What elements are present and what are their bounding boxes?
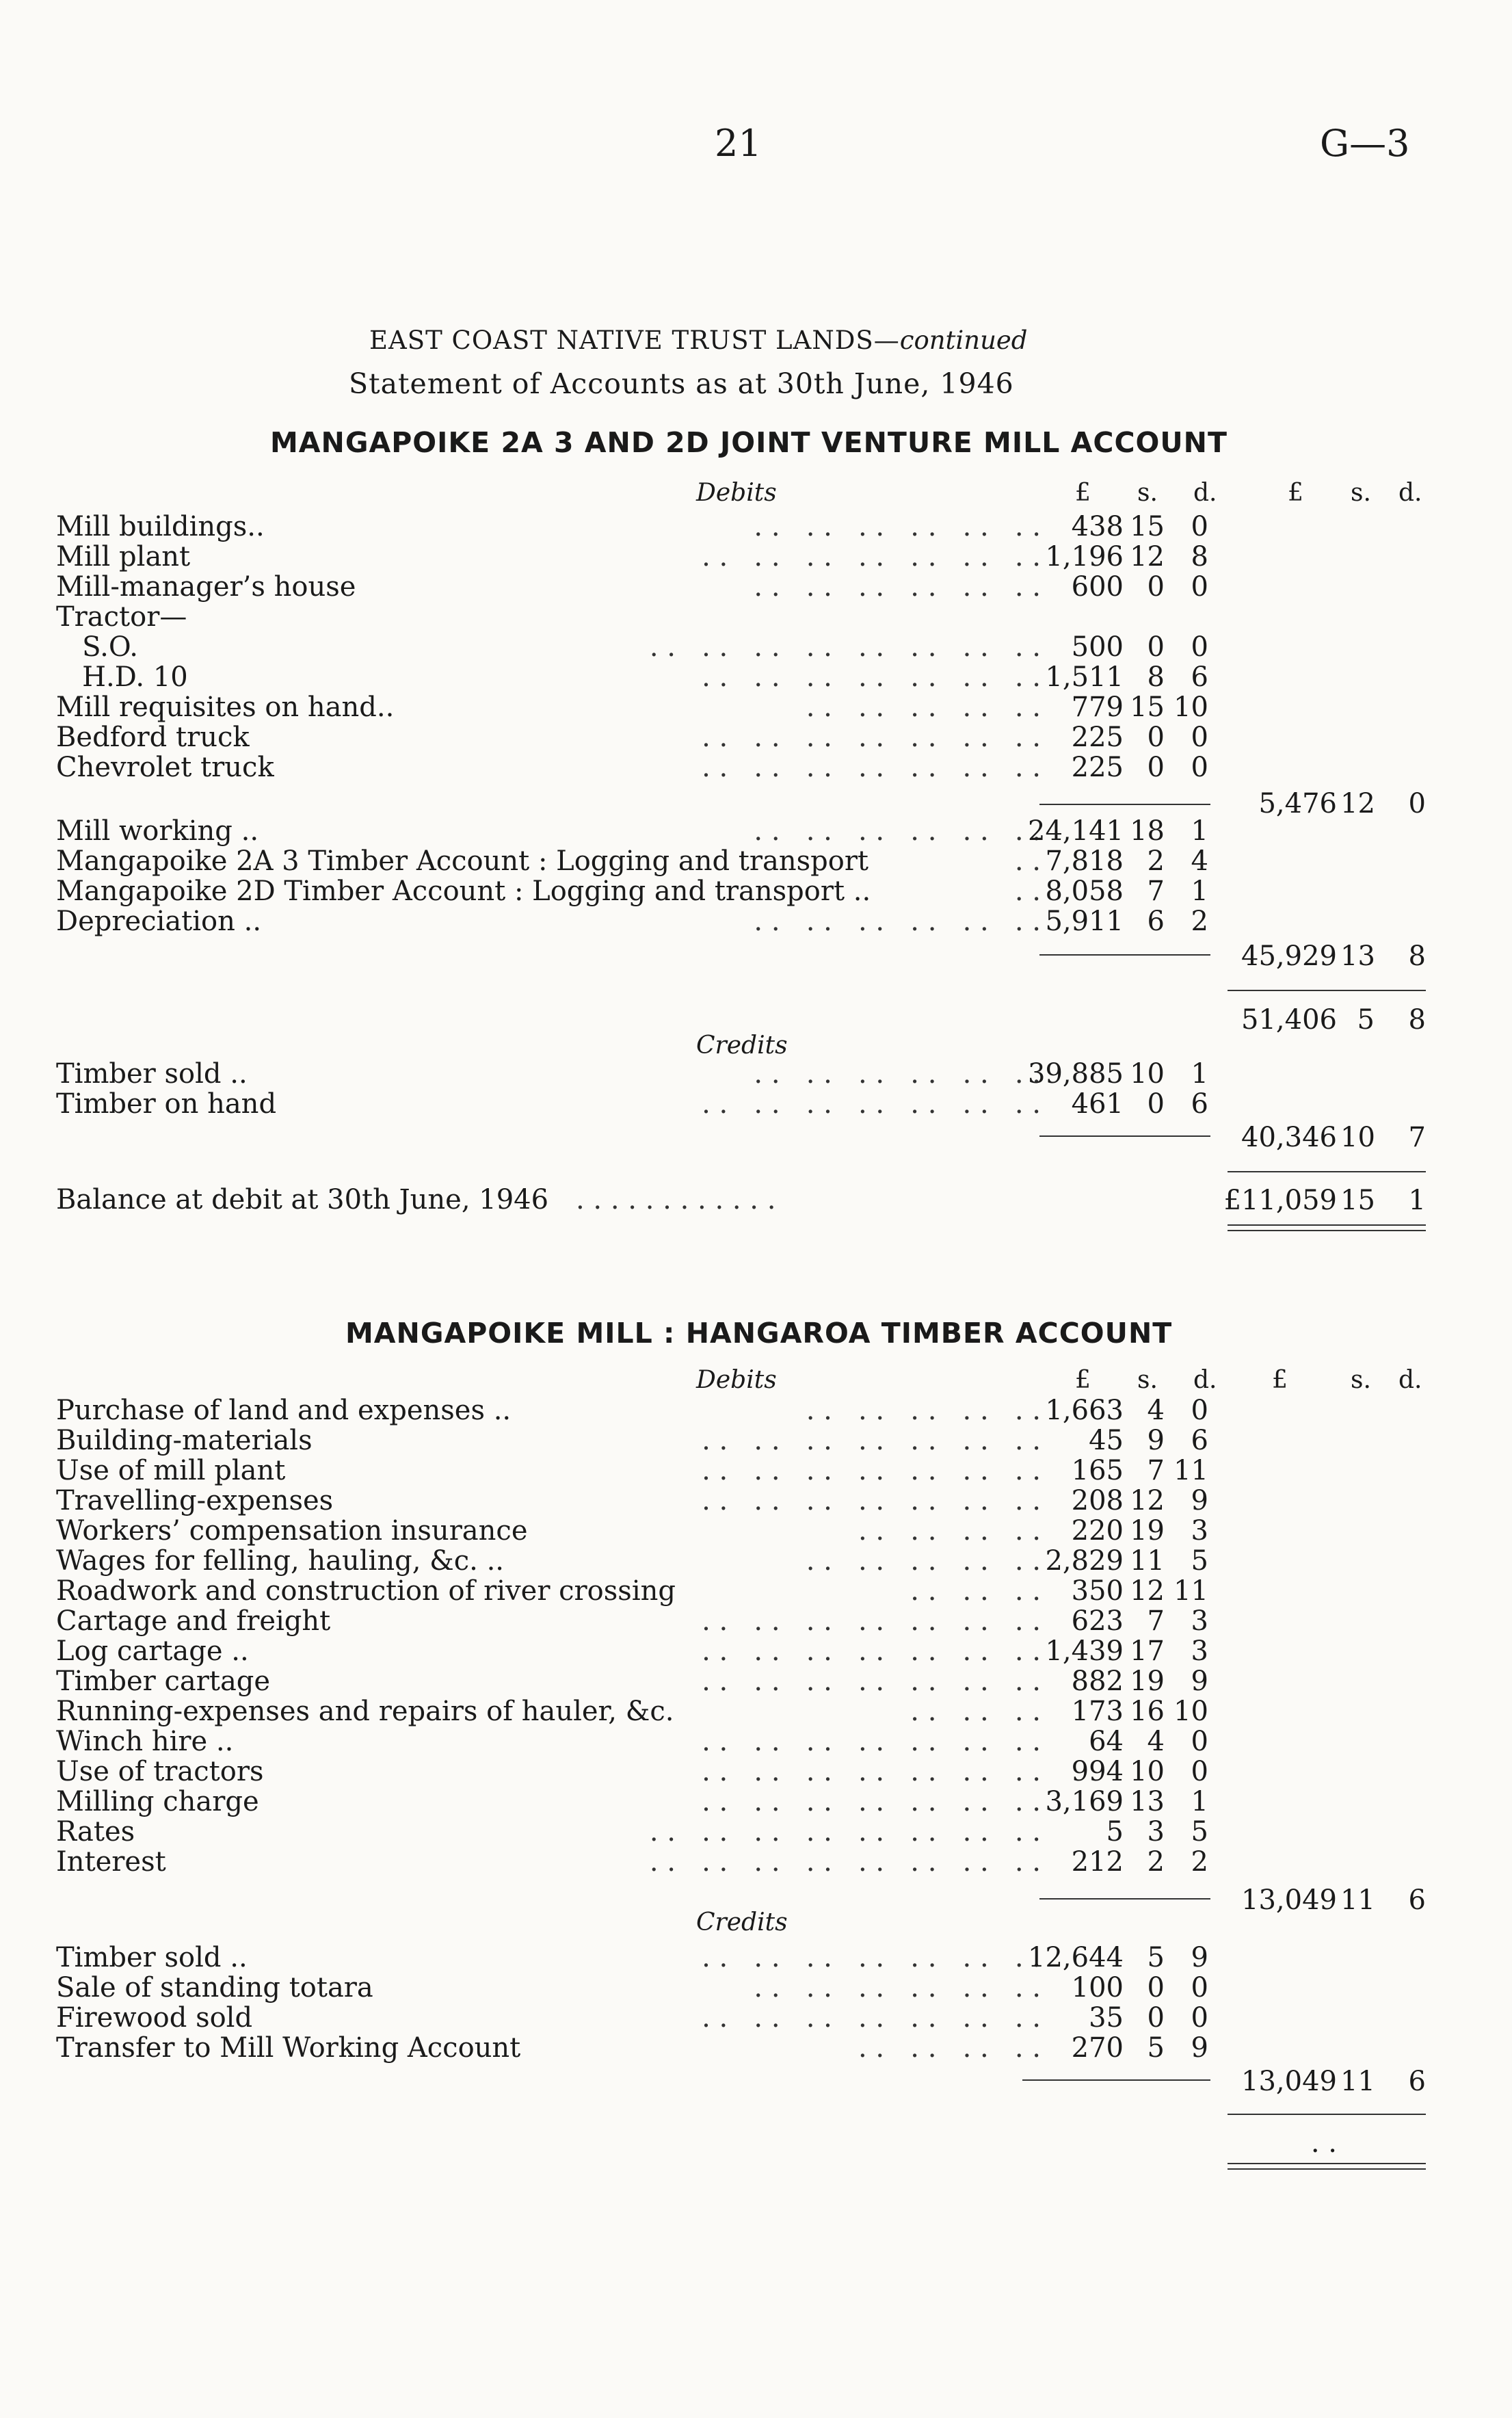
account1-balance-rule-a bbox=[1228, 1224, 1426, 1226]
account1-subtotal1-pounds: 5,476 bbox=[1258, 788, 1337, 819]
account2-shilling-heading-2: s. bbox=[1351, 1366, 1371, 1394]
ledger-row-label: Rates bbox=[56, 1816, 135, 1848]
ledger-row-leader: . . . . . . . . . . bbox=[806, 1395, 1041, 1426]
ledger-row-leader: . . . . . . . . . . . . . . bbox=[702, 1485, 1041, 1516]
ledger-row-label: Mill-manager’s house bbox=[56, 571, 356, 603]
ledger-row-shillings: 5 bbox=[1147, 2032, 1165, 2064]
ledger-row-pounds: 350 bbox=[1071, 1575, 1124, 1607]
account2-total-credits-pence: 6 bbox=[1408, 2066, 1426, 2097]
ledger-row-pence: 2 bbox=[1191, 1846, 1208, 1878]
ledger-row-label: Building-materials bbox=[56, 1425, 313, 1456]
account2-pound-heading: £ bbox=[1075, 1366, 1091, 1394]
account1-total-debits-shillings: 5 bbox=[1357, 1004, 1375, 1036]
ledger-row-leader: . . bbox=[1014, 845, 1041, 877]
ledger-row-pounds: 5,911 bbox=[1045, 906, 1124, 937]
ledger-row-label: Timber cartage bbox=[56, 1666, 271, 1697]
account1-balance-pence: 1 bbox=[1408, 1185, 1426, 1216]
account1-shilling-heading: s. bbox=[1137, 479, 1158, 507]
ledger-row-shillings: 17 bbox=[1130, 1635, 1165, 1667]
ledger-row-leader: . . . . . . . . . . bbox=[806, 1545, 1041, 1577]
ledger-row-label: Chevrolet truck bbox=[56, 752, 274, 783]
ledger-row-pence: 0 bbox=[1191, 1726, 1208, 1757]
ledger-row-leader: . . . . . . bbox=[910, 1696, 1041, 1727]
ledger-row-leader: . . . . . . . . . . . . bbox=[754, 1058, 1041, 1090]
ledger-row-leader: . . . . . . . . . . . . . . bbox=[702, 1756, 1041, 1787]
ledger-row-label: Use of mill plant bbox=[56, 1455, 286, 1486]
ledger-row-pence: 1 bbox=[1191, 1786, 1208, 1817]
account1-subtotal1-rule bbox=[1039, 804, 1210, 805]
ledger-row-pence: 4 bbox=[1191, 845, 1208, 877]
ledger-row-shillings: 2 bbox=[1147, 845, 1165, 877]
ledger-row-shillings: 8 bbox=[1147, 661, 1165, 693]
ledger-row-shillings: 4 bbox=[1147, 1395, 1165, 1426]
ledger-row-pounds: 600 bbox=[1071, 571, 1124, 603]
ledger-row-label: Purchase of land and expenses .. bbox=[56, 1395, 512, 1426]
ledger-row-pence: 0 bbox=[1191, 722, 1208, 753]
ledger-row-label: Firewood sold bbox=[56, 2002, 253, 2034]
account1-credits-rule bbox=[1039, 1135, 1210, 1137]
ledger-row-leader: . . . . . . . . bbox=[858, 2032, 1041, 2064]
ledger-row-pence: 8 bbox=[1191, 541, 1208, 573]
ledger-row-shillings: 0 bbox=[1147, 752, 1165, 783]
ledger-row-pence: 0 bbox=[1191, 571, 1208, 603]
account1-title: MANGAPOIKE 2A 3 AND 2D JOINT VENTURE MILL ACCOUNT bbox=[270, 426, 1228, 459]
ledger-row-pence: 9 bbox=[1191, 1485, 1208, 1516]
ledger-row-shillings: 19 bbox=[1130, 1666, 1165, 1697]
ledger-row-leader: . . . . . . . . . . . . . . bbox=[702, 1455, 1041, 1486]
ledger-row-shillings: 3 bbox=[1147, 1816, 1165, 1848]
ledger-row-pounds: 225 bbox=[1071, 752, 1124, 783]
ledger-row-pounds: 212 bbox=[1071, 1846, 1124, 1878]
ledger-row-shillings: 11 bbox=[1130, 1545, 1165, 1577]
ledger-row-shillings: 4 bbox=[1147, 1726, 1165, 1757]
account2-credits-heading: Credits bbox=[696, 1908, 788, 1936]
series-heading-text: EAST COAST NATIVE TRUST LANDS— bbox=[369, 326, 900, 355]
ledger-row-shillings: 10 bbox=[1130, 1058, 1165, 1090]
account2-balance-rule-a bbox=[1228, 2163, 1426, 2164]
ledger-row-pence: 0 bbox=[1191, 511, 1208, 542]
account2-shilling-heading: s. bbox=[1137, 1366, 1158, 1394]
account2-balance-rule-b bbox=[1228, 2168, 1426, 2170]
ledger-row-leader: . . . . . . . . . . . . . . bbox=[702, 752, 1041, 783]
ledger-row-leader: . . . . . . . . bbox=[858, 1515, 1041, 1547]
ledger-row-label: Winch hire .. bbox=[56, 1726, 234, 1757]
ledger-row-label: H.D. 10 bbox=[56, 661, 188, 693]
account2-total-debits-shillings: 11 bbox=[1340, 1884, 1375, 1916]
account2-pence-heading-2: d. bbox=[1398, 1366, 1422, 1394]
report-code: G—3 bbox=[1320, 122, 1410, 165]
ledger-row-leader: . . . . . . . . . . . . . . . . bbox=[649, 1846, 1041, 1878]
account1-total-debits-pounds: 51,406 bbox=[1241, 1004, 1337, 1036]
account1-subtotal1-shillings: 12 bbox=[1340, 788, 1375, 819]
ledger-row-pence: 6 bbox=[1191, 1425, 1208, 1456]
page-number: 21 bbox=[715, 122, 762, 165]
ledger-row-pence: 3 bbox=[1191, 1515, 1208, 1547]
account2-balance-value: . . bbox=[1310, 2127, 1337, 2159]
ledger-row bbox=[56, 602, 1219, 632]
account2-total-debits-pounds: 13,049 bbox=[1241, 1884, 1337, 1916]
ledger-row-shillings: 0 bbox=[1147, 1088, 1165, 1120]
ledger-row-pounds: 39,885 bbox=[1028, 1058, 1124, 1090]
ledger-row-shillings: 0 bbox=[1147, 722, 1165, 753]
ledger-row-pounds: 225 bbox=[1071, 722, 1124, 753]
ledger-row-pounds: 779 bbox=[1071, 692, 1124, 723]
ledger-row-label: Use of tractors bbox=[56, 1756, 264, 1787]
ledger-row-label: Log cartage .. bbox=[56, 1635, 249, 1667]
ledger-row-shillings: 12 bbox=[1130, 1575, 1165, 1607]
ledger-row-label: Mangapoike 2A 3 Timber Account : Logging and transport bbox=[56, 845, 869, 877]
ledger-row-pence: 0 bbox=[1191, 631, 1208, 663]
ledger-row-shillings: 7 bbox=[1147, 876, 1165, 907]
ledger-row-pence: 0 bbox=[1191, 752, 1208, 783]
ledger-row-pounds: 270 bbox=[1071, 2032, 1124, 2064]
ledger-row-pounds: 1,663 bbox=[1045, 1395, 1124, 1426]
ledger-row-leader: . . . . . . . . . . . . . . . . bbox=[649, 1816, 1041, 1848]
ledger-row-leader: . . . . . . . . . . . . . . bbox=[702, 1726, 1041, 1757]
account1-credits-heading: Credits bbox=[696, 1031, 788, 1060]
ledger-row-label: Milling charge bbox=[56, 1786, 259, 1817]
ledger-row-leader: . . . . . . . . . . . . . . bbox=[702, 661, 1041, 693]
ledger-row-shillings: 19 bbox=[1130, 1515, 1165, 1547]
ledger-row-pounds: 2,829 bbox=[1045, 1545, 1124, 1577]
account1-shilling-heading-2: s. bbox=[1351, 479, 1371, 507]
ledger-row-pence: 5 bbox=[1191, 1816, 1208, 1848]
ledger-row-leader: . . . . . . . . . . . . bbox=[754, 906, 1041, 937]
ledger-row-pounds: 220 bbox=[1071, 1515, 1124, 1547]
ledger-row-pounds: 100 bbox=[1071, 1972, 1124, 2003]
account2-total-credits-shillings: 11 bbox=[1340, 2066, 1375, 2097]
account1-pound-heading: £ bbox=[1075, 479, 1091, 507]
ledger-row-leader: . . . . . . . . . . . . bbox=[754, 815, 1041, 847]
ledger-row-label: Roadwork and construction of river crossing bbox=[56, 1575, 676, 1607]
ledger-row-label: Bedford truck bbox=[56, 722, 250, 753]
ledger-row-pounds: 35 bbox=[1089, 2002, 1124, 2034]
account1-total-rule bbox=[1228, 990, 1426, 991]
ledger-row-shillings: 9 bbox=[1147, 1425, 1165, 1456]
account1-balance-rule-b bbox=[1228, 1230, 1426, 1231]
ledger-row-label: Timber on hand bbox=[56, 1088, 277, 1120]
ledger-row-shillings: 10 bbox=[1130, 1756, 1165, 1787]
ledger-row-shillings: 2 bbox=[1147, 1846, 1165, 1878]
ledger-row-label: Transfer to Mill Working Account bbox=[56, 2032, 521, 2064]
ledger-row-label: Depreciation .. bbox=[56, 906, 262, 937]
ledger-row-shillings: 0 bbox=[1147, 1972, 1165, 2003]
account1-subtotal2-pence: 8 bbox=[1408, 941, 1426, 972]
ledger-row-shillings: 15 bbox=[1130, 692, 1165, 723]
ledger-row-leader: . . . . . . . . . . . . bbox=[754, 1972, 1041, 2003]
series-heading-continued: continued bbox=[899, 326, 1028, 355]
ledger-row-label: Mill plant bbox=[56, 541, 191, 573]
account2-total-debits-pence: 6 bbox=[1408, 1884, 1426, 1916]
account1-debits-heading: Debits bbox=[696, 479, 777, 507]
account1-balance-pounds: £11,059 bbox=[1223, 1185, 1337, 1216]
ledger-row-label: S.O. bbox=[56, 631, 138, 663]
ledger-row-pounds: 994 bbox=[1071, 1756, 1124, 1787]
ledger-row-pounds: 1,439 bbox=[1045, 1635, 1124, 1667]
ledger-row-label: Mill requisites on hand.. bbox=[56, 692, 395, 723]
ledger-row-label: Mill buildings.. bbox=[56, 511, 265, 542]
ledger-row-pence: 6 bbox=[1191, 1088, 1208, 1120]
ledger-row-label: Sale of standing totara bbox=[56, 1972, 373, 2003]
ledger-row-pounds: 64 bbox=[1089, 1726, 1124, 1757]
ledger-row-pence: 9 bbox=[1191, 1666, 1208, 1697]
ledger-row-leader: . . . . . . . . . . . . bbox=[754, 511, 1041, 542]
ledger-row-pounds: 438 bbox=[1071, 511, 1124, 542]
ledger-row-pence: 10 bbox=[1173, 1696, 1208, 1727]
ledger-row-shillings: 15 bbox=[1130, 511, 1165, 542]
ledger-row-shillings: 7 bbox=[1147, 1455, 1165, 1486]
ledger-row-label: Workers’ compensation insurance bbox=[56, 1515, 528, 1547]
ledger-row-pence: 3 bbox=[1191, 1605, 1208, 1637]
ledger-row-pence: 10 bbox=[1173, 692, 1208, 723]
ledger-row-pounds: 3,169 bbox=[1045, 1786, 1124, 1817]
ledger-row-pounds: 165 bbox=[1071, 1455, 1124, 1486]
ledger-row-pence: 0 bbox=[1191, 1756, 1208, 1787]
ledger-row-label: Mangapoike 2D Timber Account : Logging and transport .. bbox=[56, 876, 871, 907]
ledger-row-label: Tractor— bbox=[56, 601, 187, 633]
ledger-row-pounds: 461 bbox=[1071, 1088, 1124, 1120]
ledger-row-leader: . . . . . . . . . . . . . . bbox=[702, 541, 1041, 573]
ledger-row-label: Interest bbox=[56, 1846, 166, 1878]
series-heading bbox=[369, 326, 1028, 355]
ledger-row-label: Cartage and freight bbox=[56, 1605, 331, 1637]
account1-pence-heading-2: d. bbox=[1398, 479, 1422, 507]
ledger-row-pence: 2 bbox=[1191, 906, 1208, 937]
ledger-row-shillings: 0 bbox=[1147, 631, 1165, 663]
account1-total-debits-pence: 8 bbox=[1408, 1004, 1426, 1036]
ledger-row-pence: 1 bbox=[1191, 815, 1208, 847]
ledger-row-label: Running-expenses and repairs of hauler, &c. bbox=[56, 1696, 674, 1727]
ledger-row-label: Mill working .. bbox=[56, 815, 259, 847]
ledger-row-shillings: 0 bbox=[1147, 571, 1165, 603]
account1-subtotal2-pounds: 45,929 bbox=[1241, 941, 1337, 972]
account2-credits-rule bbox=[1022, 2079, 1210, 2081]
account1-balance-label: Balance at debit at 30th June, 1946 bbox=[56, 1184, 549, 1215]
ledger-row-pounds: 208 bbox=[1071, 1485, 1124, 1516]
ledger-row-pounds: 1,196 bbox=[1045, 541, 1124, 573]
ledger-row-shillings: 13 bbox=[1130, 1786, 1165, 1817]
ledger-row-leader: . . . . . . . . . . . . . . bbox=[702, 2002, 1041, 2034]
ledger-row-pence: 0 bbox=[1191, 1972, 1208, 2003]
ledger-row-label: Travelling-expenses bbox=[56, 1485, 334, 1516]
account1-balance-shillings: 15 bbox=[1340, 1185, 1375, 1216]
ledger-row-pence: 1 bbox=[1191, 876, 1208, 907]
account1-total-credits-pence: 7 bbox=[1408, 1122, 1426, 1153]
ledger-row-label: Timber sold .. bbox=[56, 1058, 248, 1090]
account1-total-credits-shillings: 10 bbox=[1340, 1122, 1375, 1153]
account2-balance-rule-top bbox=[1228, 2114, 1426, 2115]
account2-total-credits-pounds: 13,049 bbox=[1241, 2066, 1337, 2097]
account1-subtotal2-shillings: 13 bbox=[1340, 941, 1375, 972]
ledger-row-pence: 11 bbox=[1173, 1455, 1208, 1486]
ledger-row-leader: . . . . . . . . . . . . . . bbox=[702, 1088, 1041, 1120]
ledger-row-pounds: 8,058 bbox=[1045, 876, 1124, 907]
account1-pence-heading: d. bbox=[1193, 479, 1217, 507]
ledger-row-leader: . . . . . . . . . . . . . . bbox=[702, 1666, 1041, 1697]
ledger-row-pence: 9 bbox=[1191, 1942, 1208, 1973]
account2-pence-heading: d. bbox=[1193, 1366, 1217, 1394]
ledger-row-leader: . . . . . . . . . . . . . . bbox=[702, 1786, 1041, 1817]
ledger-row-pounds: 623 bbox=[1071, 1605, 1124, 1637]
ledger-row-pounds: 173 bbox=[1071, 1696, 1124, 1727]
ledger-row-pounds: 5 bbox=[1106, 1816, 1124, 1848]
ledger-row-shillings: 12 bbox=[1130, 541, 1165, 573]
ledger-row-leader: . . . . . . . . . . . . . . bbox=[702, 1635, 1041, 1667]
account2-pound-heading-2: £ bbox=[1272, 1366, 1288, 1394]
ledger-row-leader: . . . . . . . . . . . . bbox=[754, 571, 1041, 603]
account1-subtotal1-pence: 0 bbox=[1408, 788, 1426, 819]
ledger-row-leader: . . . . . . . . . . . . . . bbox=[702, 1605, 1041, 1637]
account1-balance-rule-top bbox=[1228, 1171, 1426, 1172]
ledger-row-shillings: 7 bbox=[1147, 1605, 1165, 1637]
ledger-row-leader: . . . . . . bbox=[910, 1575, 1041, 1607]
ledger-row-shillings: 6 bbox=[1147, 906, 1165, 937]
ledger-row-shillings: 18 bbox=[1130, 815, 1165, 847]
ledger-row-leader: . . . . . . . . . . . . . . bbox=[702, 1942, 1041, 1973]
account1-pound-heading-2: £ bbox=[1288, 479, 1303, 507]
account1-total-credits-pounds: 40,346 bbox=[1241, 1122, 1337, 1153]
ledger-row-pence: 5 bbox=[1191, 1545, 1208, 1577]
ledger-row-pounds: 12,644 bbox=[1028, 1942, 1124, 1973]
account1-subtotal2-rule bbox=[1039, 954, 1210, 956]
ledger-row-leader: . . . . . . . . . . . . . . bbox=[702, 722, 1041, 753]
ledger-row-pounds: 7,818 bbox=[1045, 845, 1124, 877]
ledger-row-pence: 9 bbox=[1191, 2032, 1208, 2064]
ledger-row-leader: . . . . . . . . . . . . . . bbox=[702, 1425, 1041, 1456]
account1-balance-leader: . . . . . . . . . . . . bbox=[576, 1184, 776, 1215]
ledger-row-shillings: 5 bbox=[1147, 1942, 1165, 1973]
ledger-row-pence: 3 bbox=[1191, 1635, 1208, 1667]
account2-debits-heading: Debits bbox=[696, 1366, 777, 1394]
ledger-row-pounds: 1,511 bbox=[1045, 661, 1124, 693]
ledger-row-shillings: 0 bbox=[1147, 2002, 1165, 2034]
ledger-row-pence: 0 bbox=[1191, 2002, 1208, 2034]
ledger-row-pence: 11 bbox=[1173, 1575, 1208, 1607]
account2-title: MANGAPOIKE MILL : HANGAROA TIMBER ACCOUNT bbox=[345, 1317, 1173, 1350]
ledger-row-leader: . . bbox=[1014, 876, 1041, 907]
account2-debits-rule bbox=[1039, 1898, 1210, 1900]
ledger-row-pounds: 500 bbox=[1071, 631, 1124, 663]
ledger-row-pounds: 45 bbox=[1089, 1425, 1124, 1456]
ledger-row-pounds: 882 bbox=[1071, 1666, 1124, 1697]
ledger-row-pounds: 24,141 bbox=[1028, 815, 1124, 847]
ledger-row-pence: 6 bbox=[1191, 661, 1208, 693]
ledger-row-shillings: 16 bbox=[1130, 1696, 1165, 1727]
ledger-row-label: Timber sold .. bbox=[56, 1942, 248, 1973]
ledger-row-leader: . . . . . . . . . . bbox=[806, 692, 1041, 723]
statement-heading: Statement of Accounts as at 30th June, 1946 bbox=[349, 367, 1014, 400]
ledger-row-pence: 1 bbox=[1191, 1058, 1208, 1090]
ledger-row-shillings: 12 bbox=[1130, 1485, 1165, 1516]
ledger-row-leader: . . . . . . . . . . . . . . . . bbox=[649, 631, 1041, 663]
ledger-row-pence: 0 bbox=[1191, 1395, 1208, 1426]
ledger-row-label: Wages for felling, hauling, &c. .. bbox=[56, 1545, 504, 1577]
